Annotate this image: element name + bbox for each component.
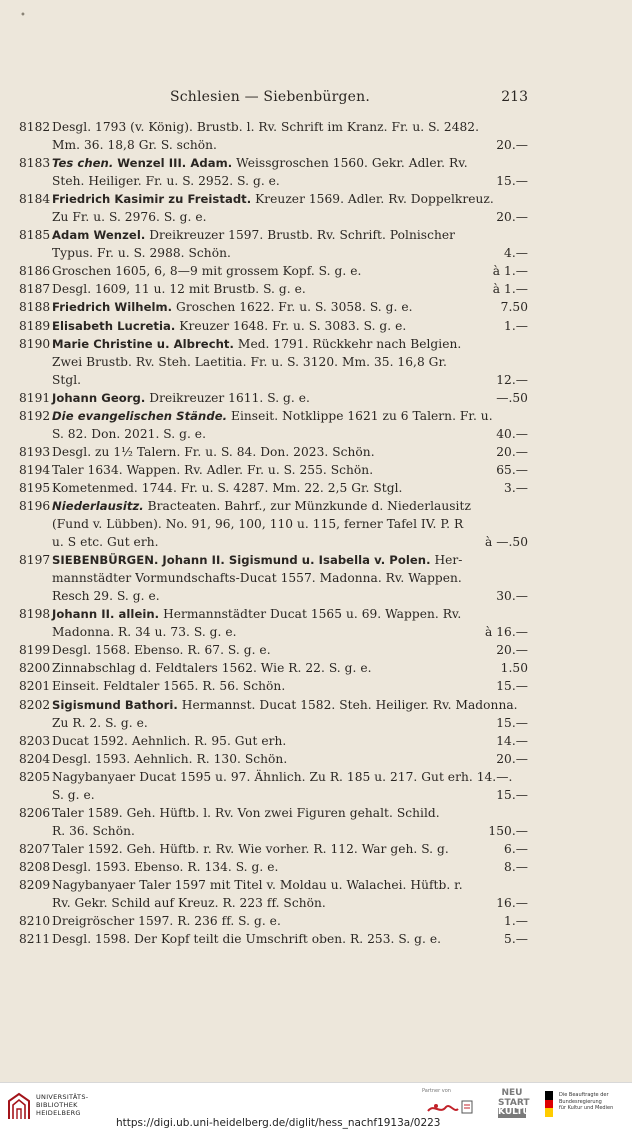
lot-number: 8182 xyxy=(19,120,51,134)
entry-line xyxy=(0,605,632,623)
entry-text: Dreikreuzer 1611. S. g. e. xyxy=(145,390,310,405)
footer-bar xyxy=(0,1082,632,1132)
entry-line xyxy=(0,912,632,930)
catalog-entry xyxy=(0,605,632,641)
entry-line xyxy=(0,461,632,479)
entry-line xyxy=(0,677,632,695)
catalog-entry xyxy=(0,280,632,298)
entry-line xyxy=(0,750,632,768)
entry-line xyxy=(0,208,632,226)
entry-text: R. 36. Schön. xyxy=(52,823,135,838)
lot-number: 8185 xyxy=(19,228,51,243)
catalog-entry xyxy=(0,696,632,732)
catalog-entry xyxy=(0,659,632,677)
lot-number: 8190 xyxy=(19,336,51,351)
entry-text: Desgl. 1568. Ebenso. R. 67. S. g. e. xyxy=(52,643,271,658)
entry-heading: Marie Christine u. Albrecht. xyxy=(52,336,234,351)
entry-text: Groschen 1605, 6, 8—9 mit grossem Kopf. S. g. e. xyxy=(52,264,362,279)
catalog-entry xyxy=(0,479,632,497)
lot-number: 8183 xyxy=(19,156,51,171)
entry-heading: Friedrich Wilhelm. xyxy=(52,300,173,315)
lot-price: 20.— xyxy=(496,444,528,459)
entry-text: Einseit. Notklippe 1621 zu 6 Talern. Fr. u. xyxy=(227,408,493,423)
entry-text: Dreigröscher 1597. R. 236 ff. S. g. e. xyxy=(52,914,281,929)
lot-number: 8186 xyxy=(19,264,51,279)
catalog-entry xyxy=(0,750,632,768)
entry-text: Kreuzer 1648. Fr. u. S. 3083. S. g. e. xyxy=(175,318,407,333)
entry-text: Typus. Fr. u. S. 2988. Schön. xyxy=(52,246,231,261)
lot-number: 8189 xyxy=(19,318,51,333)
library-name: UNIVERSITÄTS- BIBLIOTHEK HEIDELBERG xyxy=(36,1093,89,1117)
entry-heading: Wenzel III. Adam. xyxy=(117,156,233,171)
lot-price: 20.— xyxy=(496,138,528,153)
permalink-url[interactable]: https://digi.ub.uni-heidelberg.de/diglit/hess_nachf1913a/0223 xyxy=(116,1117,441,1129)
entry-line xyxy=(0,515,632,533)
catalog-entry xyxy=(0,407,632,443)
partner-crest-icon xyxy=(456,1097,486,1119)
entry-line xyxy=(0,587,632,605)
entry-text: Stgl. xyxy=(52,372,82,387)
entry-text: Dreikreuzer 1597. Brustb. Rv. Schrift. Polnischer xyxy=(145,228,456,243)
lot-price: 20.— xyxy=(496,643,528,658)
entry-text: Zwei Brustb. Rv. Steh. Laetitia. Fr. u. S. 3120. Mm. 35. 16,8 Gr. xyxy=(52,354,447,369)
entry-text: S. 82. Don. 2021. S. g. e. xyxy=(52,426,206,441)
entry-line xyxy=(0,172,632,190)
entry-line xyxy=(0,533,632,551)
entry-line xyxy=(0,443,632,461)
entry-text: Rv. Gekr. Schild auf Kreuz. R. 223 ff. Schön. xyxy=(52,896,326,911)
entry-line xyxy=(0,335,632,353)
lot-price: 15.— xyxy=(496,787,528,802)
entry-text: Groschen 1622. Fr. u. S. 3058. S. g. e. xyxy=(172,300,413,315)
entry-line xyxy=(0,840,632,858)
bkm-label: Die Beauftragte der Bundesregierung für Kultur und Medien xyxy=(559,1092,614,1111)
entry-line xyxy=(0,822,632,840)
catalog-entry xyxy=(0,154,632,190)
lot-price: à 1.— xyxy=(492,264,528,279)
entry-line xyxy=(0,371,632,389)
lot-number: 8187 xyxy=(19,282,51,297)
lot-price: —.50 xyxy=(496,390,528,405)
catalog-entry xyxy=(0,298,632,316)
entry-heading: Elisabeth Lucretia. xyxy=(52,318,176,333)
lot-number: 8195 xyxy=(19,480,51,495)
entry-heading: Niederlausitz. xyxy=(52,498,144,513)
lot-price: 40.— xyxy=(496,426,528,441)
entry-line xyxy=(0,732,632,750)
entry-text: (Fund v. Lübben). No. 91, 96, 100, 110 u. 115, ferner Tafel IV. P. R xyxy=(52,517,464,532)
catalog-entry xyxy=(0,317,632,335)
entry-heading: Sigismund Bathori. xyxy=(52,697,178,712)
entry-line xyxy=(0,136,632,154)
entry-text: Kometenmed. 1744. Fr. u. S. 4287. Mm. 22. 2,5 Gr. Stgl. xyxy=(52,480,403,495)
catalog-entries xyxy=(0,118,632,948)
entry-line xyxy=(0,226,632,244)
catalog-entry xyxy=(0,858,632,876)
lot-number: 8210 xyxy=(19,914,51,929)
page-title: Schlesien — Siebenbürgen. xyxy=(169,89,371,105)
entry-text: u. S etc. Gut erh. xyxy=(52,535,159,550)
catalog-entry xyxy=(0,262,632,280)
entry-heading: Johann Georg. xyxy=(52,390,146,405)
page-number: 213 xyxy=(501,89,528,105)
entry-text: Resch 29. S. g. e. xyxy=(52,589,160,604)
entry-line xyxy=(0,280,632,298)
entry-text: Desgl. 1793 (v. König). Brustb. l. Rv. Schrift im Kranz. Fr. u. S. 2482. xyxy=(52,120,480,134)
entry-text: Steh. Heiliger. Fr. u. S. 2952. S. g. e. xyxy=(52,174,280,189)
lot-price: 16.— xyxy=(496,896,528,911)
catalog-entry xyxy=(0,840,632,858)
entry-text: Desgl. 1593. Ebenso. R. 134. S. g. e. xyxy=(52,859,279,874)
catalog-entry xyxy=(0,443,632,461)
entry-line xyxy=(0,804,632,822)
entry-text: Einseit. Feldtaler 1565. R. 56. Schön. xyxy=(52,679,286,694)
entry-line xyxy=(0,407,632,425)
entry-text: Med. 1791. Rückkehr nach Belgien. xyxy=(233,336,462,351)
catalog-entry xyxy=(0,804,632,840)
entry-text: S. g. e. xyxy=(52,787,95,802)
entry-text: Ducat 1592. Aehnlich. R. 95. Gut erh. xyxy=(52,733,287,748)
entry-heading: Die evangelischen Stände. xyxy=(52,408,228,423)
entry-text: Taler 1634. Wappen. Rv. Adler. Fr. u. S. 255. Schön. xyxy=(52,462,374,477)
entry-text: Madonna. R. 34 u. 73. S. g. e. xyxy=(52,625,237,640)
entry-line xyxy=(0,353,632,371)
catalog-entry xyxy=(0,461,632,479)
entry-text: Taler 1592. Geh. Hüftb. r. Rv. Wie vorher. R. 112. War geh. S. g. xyxy=(52,841,449,856)
entry-heading: Johann II. Sigismund u. Isabella v. Polen. xyxy=(162,553,431,568)
lot-number: 8201 xyxy=(19,679,51,694)
entry-line xyxy=(0,768,632,786)
entry-text: Mm. 36. 18,8 Gr. S. schön. xyxy=(52,138,217,153)
entry-line xyxy=(0,389,632,407)
running-head xyxy=(0,89,632,109)
lot-number: 8205 xyxy=(19,769,51,784)
entry-line xyxy=(0,244,632,262)
entry-heading: Johann II. allein. xyxy=(52,607,160,622)
catalog-entry xyxy=(0,677,632,695)
lot-price: 15.— xyxy=(496,174,528,189)
entry-text: Desgl. 1609, 11 u. 12 mit Brustb. S. g. e. xyxy=(52,282,306,297)
page-speck: • xyxy=(20,10,26,21)
catalog-entry xyxy=(0,118,632,154)
entry-line xyxy=(0,894,632,912)
lot-price: à 16.— xyxy=(484,625,528,640)
lot-number: 8184 xyxy=(19,192,51,207)
entry-text: Hermannstädter Ducat 1565 u. 69. Wappen. Rv. xyxy=(159,607,462,622)
catalog-entry xyxy=(0,641,632,659)
catalog-entry xyxy=(0,876,632,912)
entry-line xyxy=(0,858,632,876)
entry-line xyxy=(0,118,632,136)
lot-price: 6.— xyxy=(504,841,528,856)
lot-price: 3.— xyxy=(504,480,528,495)
lot-price: 4.— xyxy=(504,246,528,261)
lot-price: à —.50 xyxy=(484,535,528,550)
lot-price: 65.— xyxy=(496,462,528,477)
catalog-entry xyxy=(0,335,632,389)
entry-line xyxy=(0,154,632,172)
entry-heading: Tes chen. xyxy=(52,156,114,171)
lot-number: 8200 xyxy=(19,661,51,676)
lot-price: 5.— xyxy=(504,932,528,947)
entry-text: Bracteaten. Bahrf., zur Münzkunde d. Niederlausitz xyxy=(143,498,471,513)
entry-text: Zu R. 2. S. g. e. xyxy=(52,715,148,730)
lot-number: 8202 xyxy=(19,697,51,712)
lot-price: 7.50 xyxy=(500,300,528,315)
lot-number: 8193 xyxy=(19,444,51,459)
lot-price: 14.— xyxy=(496,733,528,748)
entry-line xyxy=(0,876,632,894)
lot-price: 8.— xyxy=(504,859,528,874)
lot-price: 20.— xyxy=(496,751,528,766)
partner-label: Partner von xyxy=(422,1088,451,1094)
lot-price: 30.— xyxy=(496,589,528,604)
entry-text: Zinnabschlag d. Feldtalers 1562. Wie R. 22. S. g. e. xyxy=(52,661,372,676)
entry-text: Desgl. zu 1½ Talern. Fr. u. S. 84. Don. 2023. Schön. xyxy=(52,444,375,459)
entry-line xyxy=(0,659,632,677)
lot-number: 8194 xyxy=(19,462,51,477)
lot-number: 8199 xyxy=(19,643,51,658)
lot-price: à 1.— xyxy=(492,282,528,297)
lot-price: 12.— xyxy=(496,372,528,387)
catalog-entry xyxy=(0,389,632,407)
entry-text: mannstädter Vormundschafts-Ducat 1557. Madonna. Rv. Wappen. xyxy=(52,571,462,586)
lot-number: 8204 xyxy=(19,751,51,766)
entry-line xyxy=(0,317,632,335)
catalog-entry xyxy=(0,768,632,804)
lot-price: 20.— xyxy=(496,210,528,225)
lot-price: 150.— xyxy=(488,823,528,838)
lot-number: 8203 xyxy=(19,733,51,748)
entry-text: Nagybanyaer Ducat 1595 u. 97. Ähnlich. Zu R. 185 u. 217. Gut erh. 14.—. xyxy=(52,769,513,784)
lot-price: 15.— xyxy=(496,679,528,694)
entry-line xyxy=(0,479,632,497)
lot-price: 1.— xyxy=(504,914,528,929)
entry-line xyxy=(0,497,632,515)
catalog-entry xyxy=(0,190,632,226)
lot-number: 8188 xyxy=(19,300,51,315)
entry-text: Desgl. 1598. Der Kopf teilt die Umschrift oben. R. 253. S. g. e. xyxy=(52,932,442,947)
entry-line xyxy=(0,623,632,641)
lot-number: 8192 xyxy=(19,408,51,423)
lot-number: 8207 xyxy=(19,841,51,856)
entry-line xyxy=(0,551,632,569)
lot-number: 8209 xyxy=(19,877,51,892)
entry-text: Her- xyxy=(430,553,463,568)
entry-line xyxy=(0,930,632,948)
entry-text: Desgl. 1593. Aehnlich. R. 130. Schön. xyxy=(52,751,288,766)
entry-line xyxy=(0,190,632,208)
entry-heading: Adam Wenzel. xyxy=(52,228,146,243)
entry-heading: Friedrich Kasimir zu Freistadt. xyxy=(52,192,252,207)
lot-number: 8198 xyxy=(19,607,51,622)
entry-line xyxy=(0,714,632,732)
lot-number: 8191 xyxy=(19,390,51,405)
entry-line xyxy=(0,569,632,587)
neustart-kultur-logo: NEU START KULTUR xyxy=(498,1088,537,1117)
entry-text: Taler 1589. Geh. Hüftb. l. Rv. Von zwei Figuren gehalt. Schild. xyxy=(52,805,440,820)
entry-line xyxy=(0,641,632,659)
entry-line xyxy=(0,696,632,714)
catalog-entry xyxy=(0,732,632,750)
entry-text: Kreuzer 1569. Adler. Rv. Doppelkreuz. xyxy=(251,192,494,207)
entry-line xyxy=(0,786,632,804)
entry-line xyxy=(0,262,632,280)
catalog-entry xyxy=(0,497,632,551)
lot-price: 1.— xyxy=(504,318,528,333)
lot-price: 15.— xyxy=(496,715,528,730)
entry-text: Nagybanyaer Taler 1597 mit Titel v. Moldau u. Walachei. Hüftb. r. xyxy=(52,877,463,892)
entry-text: Hermannst. Ducat 1582. Steh. Heiliger. Rv. Madonna. xyxy=(177,697,518,712)
lot-number: 8206 xyxy=(19,805,51,820)
entry-line xyxy=(0,298,632,316)
ub-heidelberg-logo-icon xyxy=(6,1091,32,1121)
lot-price: 1.50 xyxy=(500,661,528,676)
catalog-entry xyxy=(0,226,632,262)
entry-line xyxy=(0,425,632,443)
entry-heading: SIEBENBÜRGEN. xyxy=(52,553,159,568)
lot-number: 8208 xyxy=(19,859,51,874)
catalog-entry xyxy=(0,912,632,930)
catalog-entry xyxy=(0,930,632,948)
lot-number: 8211 xyxy=(19,932,51,947)
lot-number: 8197 xyxy=(19,553,51,568)
entry-text: Zu Fr. u. S. 2976. S. g. e. xyxy=(52,210,207,225)
entry-text: Weissgroschen 1560. Gekr. Adler. Rv. xyxy=(232,156,468,171)
german-flag-icon xyxy=(545,1091,553,1117)
lot-number: 8196 xyxy=(19,498,51,513)
catalog-entry xyxy=(0,551,632,605)
